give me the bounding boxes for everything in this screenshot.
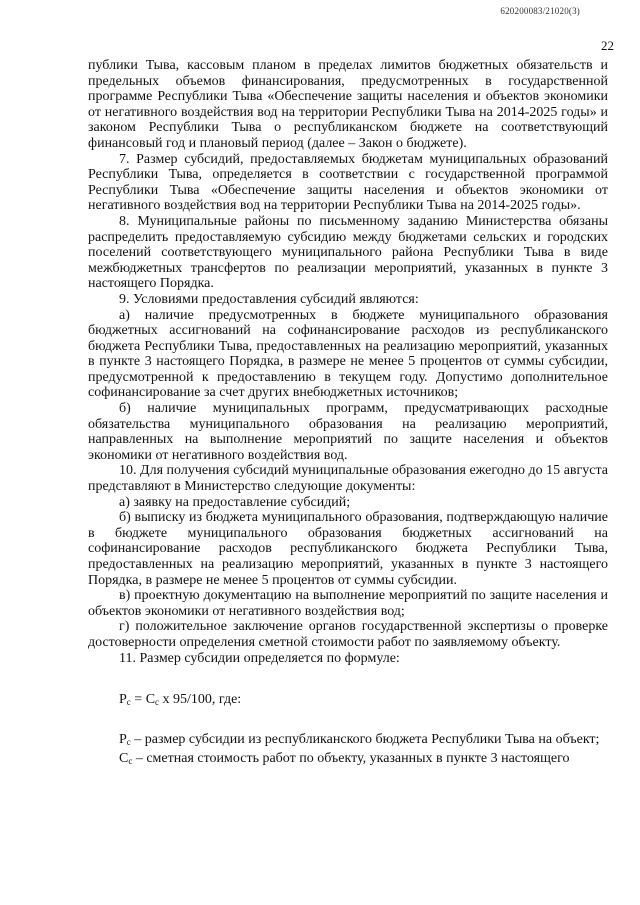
paragraph-11: 11. Размер субсидии определяется по формуле: [119, 650, 400, 666]
document-code: 620200083/21020(3) [500, 6, 580, 16]
formula-p-sub: с [126, 697, 131, 708]
paragraph-10c: в) проектную документацию на выполнение мероприятий по защите населения и объектов экономики от негативного воздействия вод; [88, 588, 608, 619]
definition-c-sub: с [128, 756, 133, 767]
formula-p: Р [119, 692, 127, 708]
paragraph-8: 8. Муниципальные районы по письменному заданию Министерства обязаны распределить предоставляемую субсидию между бюджетами сельских и городских поселений соответствующего муниципального района Республики Тыва в виде межбюджетных трансфертов по реализации мероприятий, указанных в пункте 3 настоящего Порядка. [88, 213, 608, 292]
definition-p [88, 732, 608, 748]
paragraph-7: 7. Размер субсидий, предоставляемых бюджетам муниципальных образований Республики Тыва, определяется в соответствии с государственной программой Республики Тыва «Обеспечение защиты населения и объектов экономики от негативного воздействия вод на территории Республики Тыва на 2014-2025 годы». [88, 151, 608, 214]
paragraph-9: 9. Условиями предоставления субсидий являются: [119, 291, 419, 307]
definition-p-symbol: Р [119, 731, 127, 747]
definition-c-text: – сметная стоимость работ по объекту, указанных в пункте 3 настоящего [132, 751, 570, 767]
paragraph-10d: г) положительное заключение органов государственной экспертизы о проверке достоверности определения сметной стоимости работ по заявляемому объекту. [88, 619, 608, 650]
paragraph-continuation: публики Тыва, кассовым планом в пределах лимитов бюджетных обязательств и предельных объемов финансирования, предусмотренных в государственной программе Республики Тыва «Обеспечение защиты населения и объектов экономики от негативного воздействия вод на территории Республики Тыва на 2014-2025 годы» и законом Республики Тыва о республиканском бюджете на соответствующий финансовый год и плановый период (далее – Закон о бюджете). [88, 58, 608, 151]
subsidy-formula [88, 692, 608, 708]
formula-rest: х 95/100, где: [159, 692, 242, 708]
definition-p-text: – размер субсидии из республиканского бюджета Республики Тыва на объект; [130, 731, 600, 747]
paragraph-10a: а) заявку на предоставление субсидий; [119, 494, 351, 510]
paragraph-9b: б) наличие муниципальных программ, предусматривающих расходные обязательства муниципального образования на реализацию мероприятий, направленных на выполнение мероприятий по защите населения и объектов экономики от негативного воздействия вод. [88, 401, 608, 463]
formula-eq: = С [130, 692, 156, 708]
document-body [88, 58, 608, 767]
paragraph-9a: а) наличие предусмотренных в бюджете муниципального образования бюджетных ассигнований на софинансирование расходов из республиканского бюджета Республики Тыва, предоставленных на реализацию мероприятий, указанных в пункте 3 настоящего Порядка, в размере не менее 5 процентов от суммы субсидии, предусмотренной к предоставлению в текущем году. Допустимо дополнительное софинансирование за счет других внебюджетных источников; [88, 307, 608, 401]
definition-c-symbol: С [119, 751, 129, 767]
definition-c [88, 751, 608, 767]
page-number: 22 [601, 38, 614, 53]
formula-c-sub: с [155, 697, 160, 708]
paragraph-10b: б) выписку из бюджета муниципального образования, подтверждающую наличие в бюджете муниципального образования бюджетных ассигнований на софинансирование расходов республиканского бюджета Республики Тыва, предоставленных на реализацию мероприятий, указанных в пункте 3 настоящего Порядка, в размере не менее 5 процентов от суммы субсидии. [88, 510, 608, 588]
paragraph-10: 10. Для получения субсидий муниципальные образования ежегодно до 15 августа представляют в Министерство следующие документы: [88, 463, 608, 495]
definition-p-sub: с [126, 736, 131, 747]
